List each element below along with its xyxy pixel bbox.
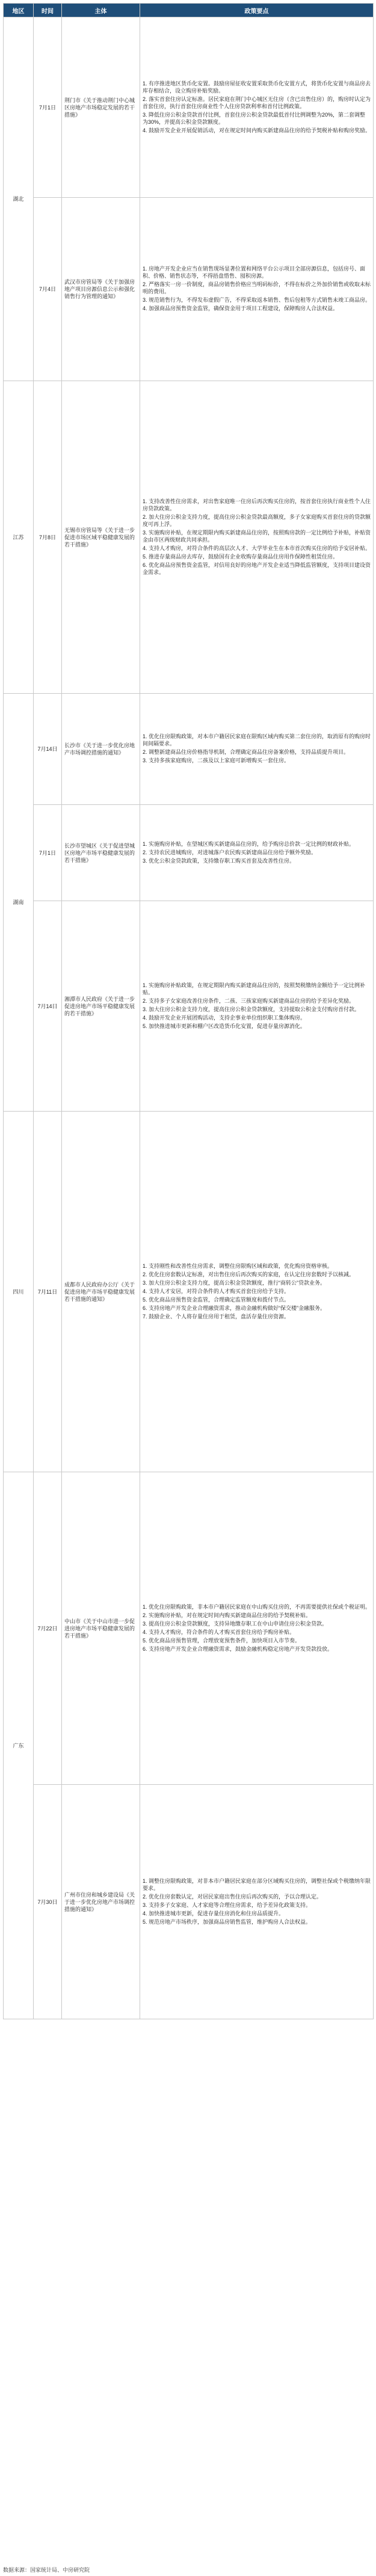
policy-point: 1. 优化住房限购政策，对本市户籍居民家庭在限购区域内购买第二套住房的，取消原有的购房时间间隔要求。 — [143, 733, 371, 747]
table-row — [4, 1112, 374, 1472]
policy-point: 5. 优化商品房预售管理，合理放宽预售条件，加快项目入市节奏。 — [143, 1637, 301, 1644]
region-cell: 四川 — [4, 1112, 34, 1472]
table-header-row — [4, 4, 374, 17]
policy-point: 3. 加大住房公积金支持力度，提高公积金贷款额度，推行“商转公”贷款业务。 — [143, 1279, 326, 1286]
policy-point: 1. 调整住房限购政策，对非本市户籍居民家庭在部分区域购买住房的，调整社保或个税缴纳年限要求。 — [143, 1877, 371, 1891]
policy-point: 6. 支持房地产开发企业合理融资需求，鼓励金融机构稳定房地产开发贷款投放。 — [143, 1645, 333, 1652]
subject-cell: 成都市人民政府办公厅《关于促进房地产市场平稳健康发展若干措施的通知》 — [62, 1112, 140, 1472]
policy-point: 3. 优化公积金贷款政策，支持缴存职工购买首套及改善性住房。 — [143, 857, 295, 864]
content-cell — [140, 1472, 374, 1785]
policy-table — [3, 3, 374, 2019]
policy-point: 5. 加快推进城市更新和棚户区改造货币化安置，促进存量房源消化。 — [143, 1023, 306, 1029]
header-time: 时间 — [34, 4, 62, 17]
subject-cell: 长沙市望城区《关于促进望城区房地产市场平稳健康发展的若干措施》 — [62, 805, 140, 901]
policy-point: 2. 优化住房套数认定，对居民家庭出售住房后再次购买的，予以合理认定。 — [143, 1893, 322, 1900]
policy-point: 3. 实施购房补贴，在规定期限内购买新建商品住房的，按照购房款的一定比例给予补贴，补贴资金由市区两级财政共同承担。 — [143, 529, 371, 543]
policy-point: 1. 支持刚性和改善性住房需求，调整住房限购区域和政策，优化购房资格审核。 — [143, 1262, 333, 1269]
table-row — [4, 901, 374, 1112]
table-row — [4, 1472, 374, 1785]
policy-point: 1. 优化住房限购政策，非本市户籍居民家庭在中山购买住房的，不再需要提供社保或个税证明。 — [143, 1603, 371, 1610]
policy-point: 1. 支持改善性住房需求，对出售家庭唯一住房后再次购买住房的，按首套住房执行商业性个人住房贷款政策。 — [143, 498, 371, 512]
time-cell: 7月4日 — [34, 198, 62, 381]
time-cell: 7月11日 — [34, 1112, 62, 1472]
region-cell: 广东 — [4, 1472, 34, 2019]
policy-point: 2. 落实首套住房认定标准。居民家庭在荆门中心城区无住房（含已出售住房）的，购房时认定为首套住房，执行首套住房商业性个人住房贷款利率和首付比例政策。 — [143, 96, 371, 109]
content-cell — [140, 694, 374, 805]
content-cell — [140, 198, 374, 381]
subject-cell: 荆门市《关于推动荆门中心城区房地产市场稳定发展的若干措施》 — [62, 17, 140, 198]
subject-cell: 无锡市房管局等《关于进一步促进市场区域平稳健康发展的若干措施》 — [62, 381, 140, 694]
header-subject: 主体 — [62, 4, 140, 17]
policy-point: 4. 鼓励开发企业开展团购活动，支持企事业单位组织职工集体购房。 — [143, 1014, 306, 1021]
policy-point: 2. 优化住房套数认定标准，对出售住房后再次购买的家庭，在认定住房套数时予以核减。 — [143, 1271, 355, 1277]
table-row — [4, 381, 374, 694]
policy-point: 4. 支持人才购房，符合条件的人才购买首套住房给予购房补贴。 — [143, 1629, 295, 1635]
table-row — [4, 805, 374, 901]
content-cell — [140, 17, 374, 198]
policy-point: 6. 优化商品房预售资金监管，对信用良好的房地产开发企业适当降低监管额度，支持项目建设资金需求。 — [143, 561, 371, 575]
policy-point: 3. 加大住房公积金支持力度，提高住房公积金贷款额度，支持提取公积金支付购房首付款。 — [143, 1006, 360, 1012]
table-row — [4, 1785, 374, 2019]
policy-point: 3. 降低住房公积金贷款首付比例，首套住房公积金贷款最低首付比例调整为20%，第二套调整为30%，并提高公积金贷款额度。 — [143, 111, 366, 125]
policy-point: 2. 调整新建商品住房价格指导机制，合理确定商品住房备案价格，支持品质提升项目。 — [143, 749, 350, 755]
policy-sheet — [3, 3, 373, 2019]
policy-point: 5. 推进存量商品房去库存，鼓励国有企业收购存量商品住房用作保障性租赁住房。 — [143, 553, 339, 560]
time-cell: 7月1日 — [34, 17, 62, 198]
time-cell: 7月8日 — [34, 381, 62, 694]
policy-point: 4. 加强商品房预售资金监管，确保资金用于项目工程建设，保障购房人合法权益。 — [143, 305, 339, 311]
subject-cell: 湘潭市人民政府《关于进一步促进房地产市场平稳健康发展的若干措施》 — [62, 901, 140, 1112]
policy-point: 2. 严格落实一房一价制度，商品房销售价格应当明码标价，不得在标价之外加价销售或收取未标明的费用。 — [143, 281, 371, 295]
policy-point: 4. 加快推进城市更新，促进存量住房消化和住房品质提升。 — [143, 1910, 285, 1917]
policy-point: 4. 支持人才安居，对符合条件的人才购买首套住房给予支持。 — [143, 1288, 290, 1294]
content-cell — [140, 901, 374, 1112]
policy-point: 2. 支持农民进城购房，对进城落户农民购买新建商品住房给予额外奖励。 — [143, 849, 317, 855]
region-cell: 江苏 — [4, 381, 34, 694]
time-cell: 7月22日 — [34, 1472, 62, 1785]
subject-cell: 武汉市房管局等《关于加强房地产项目房源信息公示和强化销售行为管理的通知》 — [62, 198, 140, 381]
table-row — [4, 17, 374, 198]
table-body — [4, 17, 374, 2019]
subject-cell: 广州市住房和城乡建设局《关于进一步优化房地产市场调控措施的通知》 — [62, 1785, 140, 2019]
region-cell: 湖北 — [4, 17, 34, 381]
policy-point: 5. 优化商品房预售资金监管，合理确定监管额度和拨付节点。 — [143, 1296, 290, 1303]
policy-point: 4. 支持人才购房，对符合条件的高层次人才、大学毕业生在本市首次购买住房的给予安居补贴。 — [143, 545, 371, 551]
policy-point: 5. 规范房地产市场秩序，加强商品房销售监管，维护购房人合法权益。 — [143, 1918, 312, 1925]
time-cell: 7月1日 — [34, 805, 62, 901]
policy-point: 6. 支持房地产开发企业合理融资需求，推动金融机构做好“保交楼”金融服务。 — [143, 1305, 326, 1311]
policy-point: 2. 实施购房补贴，对在规定时间内购买新建商品住房的给予契税补贴。 — [143, 1612, 312, 1618]
time-cell: 7月14日 — [34, 901, 62, 1112]
policy-point: 3. 规范销售行为，不得发布虚假广告，不得采取返本销售、售后包租等方式销售未竣工商品房。 — [143, 297, 371, 303]
source-note: 数据来源：国家统计局、中房研究院 — [3, 2567, 90, 2573]
table-row — [4, 198, 374, 381]
subject-cell: 长沙市《关于进一步优化房地产市场调控措施的通知》 — [62, 694, 140, 805]
policy-point: 4. 鼓励开发企业开展促销活动，对在规定时间内购买新建商品住房的给予契税补贴和购房奖励。 — [143, 127, 371, 133]
policy-point: 1. 房地产开发企业应当在销售现场显著位置和网络平台公示项目全部房源信息，包括房号、面积、价格、销售状态等，不得捂盘惜售、囤积房源。 — [143, 266, 366, 279]
policy-point: 2. 支持多子女家庭改善住房条件，二孩、三孩家庭购买新建商品住房的给予差异化奖励。 — [143, 997, 355, 1004]
content-cell — [140, 1112, 374, 1472]
content-cell — [140, 381, 374, 694]
time-cell: 7月30日 — [34, 1785, 62, 2019]
region-cell: 湖南 — [4, 694, 34, 1112]
content-cell — [140, 805, 374, 901]
table-row — [4, 694, 374, 805]
policy-point: 1. 有序推进地区货币化安置。鼓励房屋征收安置采取货币化安置方式，将货币化安置与商品房去库存相结合，设立购房补贴奖励。 — [143, 80, 371, 94]
policy-point: 3. 支持多孩家庭购房，二孩及以上家庭可新增购买一套住房。 — [143, 757, 290, 763]
policy-point: 1. 实施购房补贴，在望城区购买新建商品住房的，给予购房总价款一定比例的财政补贴。 — [143, 840, 355, 847]
time-cell: 7月14日 — [34, 694, 62, 805]
policy-point: 3. 支持多子女家庭、人才家庭等合理住房需求，给予差异化政策支持。 — [143, 1901, 312, 1908]
content-cell — [140, 1785, 374, 2019]
policy-point: 7. 鼓励企业、个人将存量住房用于租赁，盘活存量住房资源。 — [143, 1313, 290, 1320]
header-content: 政策要点 — [140, 4, 374, 17]
policy-point: 2. 加大住房公积金支持力度，提高住房公积金贷款最高额度，多子女家庭购买首套住房的贷款额度可再上浮。 — [143, 513, 371, 527]
header-region: 地区 — [4, 4, 34, 17]
subject-cell: 中山市《关于中山市进一步促进房地产市场平稳健康发展的若干措施》 — [62, 1472, 140, 1785]
policy-point: 3. 提高住房公积金贷款额度，支持异地缴存职工在中山申请住房公积金贷款。 — [143, 1620, 328, 1627]
policy-point: 1. 实施购房补贴政策，在规定期限内购买新建商品住房的，按照契税缴纳金额给予一定比例补贴。 — [143, 982, 366, 996]
